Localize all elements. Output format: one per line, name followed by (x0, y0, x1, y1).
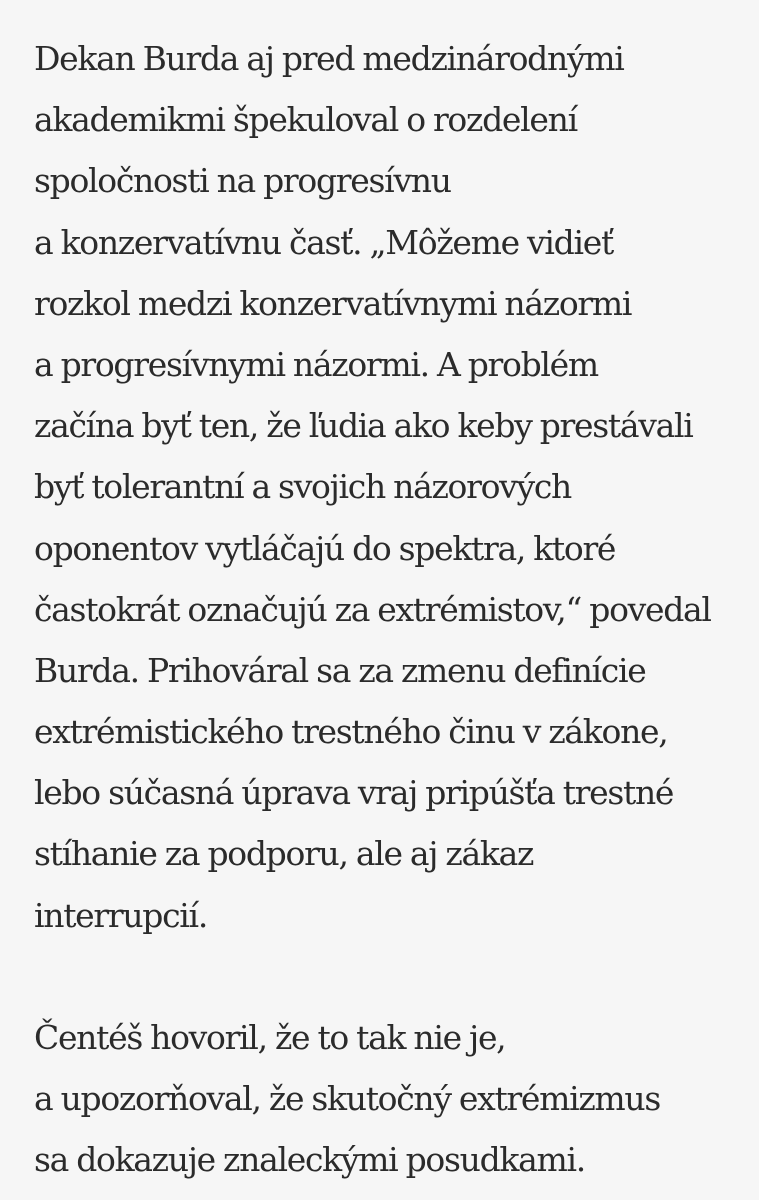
text-line: Čentéš hovoril, že to tak nie je, (34, 1018, 506, 1057)
text-line: spoločnosti na progresívnu (34, 161, 451, 201)
text-line: interrupcií. (34, 895, 208, 935)
text-line: sa dokazuje znaleckými posudkami. (34, 1140, 585, 1180)
text-line: a progresívnymi názormi. A problém (34, 344, 598, 384)
paragraph-centes (34, 1007, 745, 1191)
text-line: akademikmi špekuloval o rozdelení (34, 100, 577, 140)
text-line: začína byť ten, že ľudia ako keby prestávali (34, 406, 693, 446)
text-line: Dekan Burda aj pred medzinárodnými (34, 39, 624, 78)
text-line: Burda. Prihováral sa za zmenu definície (34, 650, 646, 690)
text-line: stíhanie za podporu, ale aj zákaz (34, 834, 534, 874)
text-line: častokrát označujú za extrémistov,“ povedal (34, 589, 711, 629)
text-line: oponentov vytláčajú do spektra, ktoré (34, 528, 616, 568)
text-line: rozkol medzi konzervatívnymi názormi (34, 283, 632, 323)
text-line: lebo súčasná úprava vraj pripúšťa trestné (34, 773, 674, 813)
text-line: extrémistického trestného činu v zákone, (34, 712, 668, 752)
text-line: byť tolerantní a svojich názorových (34, 467, 571, 507)
paragraph-spacer (34, 946, 745, 1007)
text-line: a upozorňoval, že skutočný extrémizmus (34, 1079, 661, 1119)
text-line: a konzervatívnu časť. „Môžeme vidieť (34, 222, 613, 262)
paragraph-burda-quote (34, 28, 745, 946)
